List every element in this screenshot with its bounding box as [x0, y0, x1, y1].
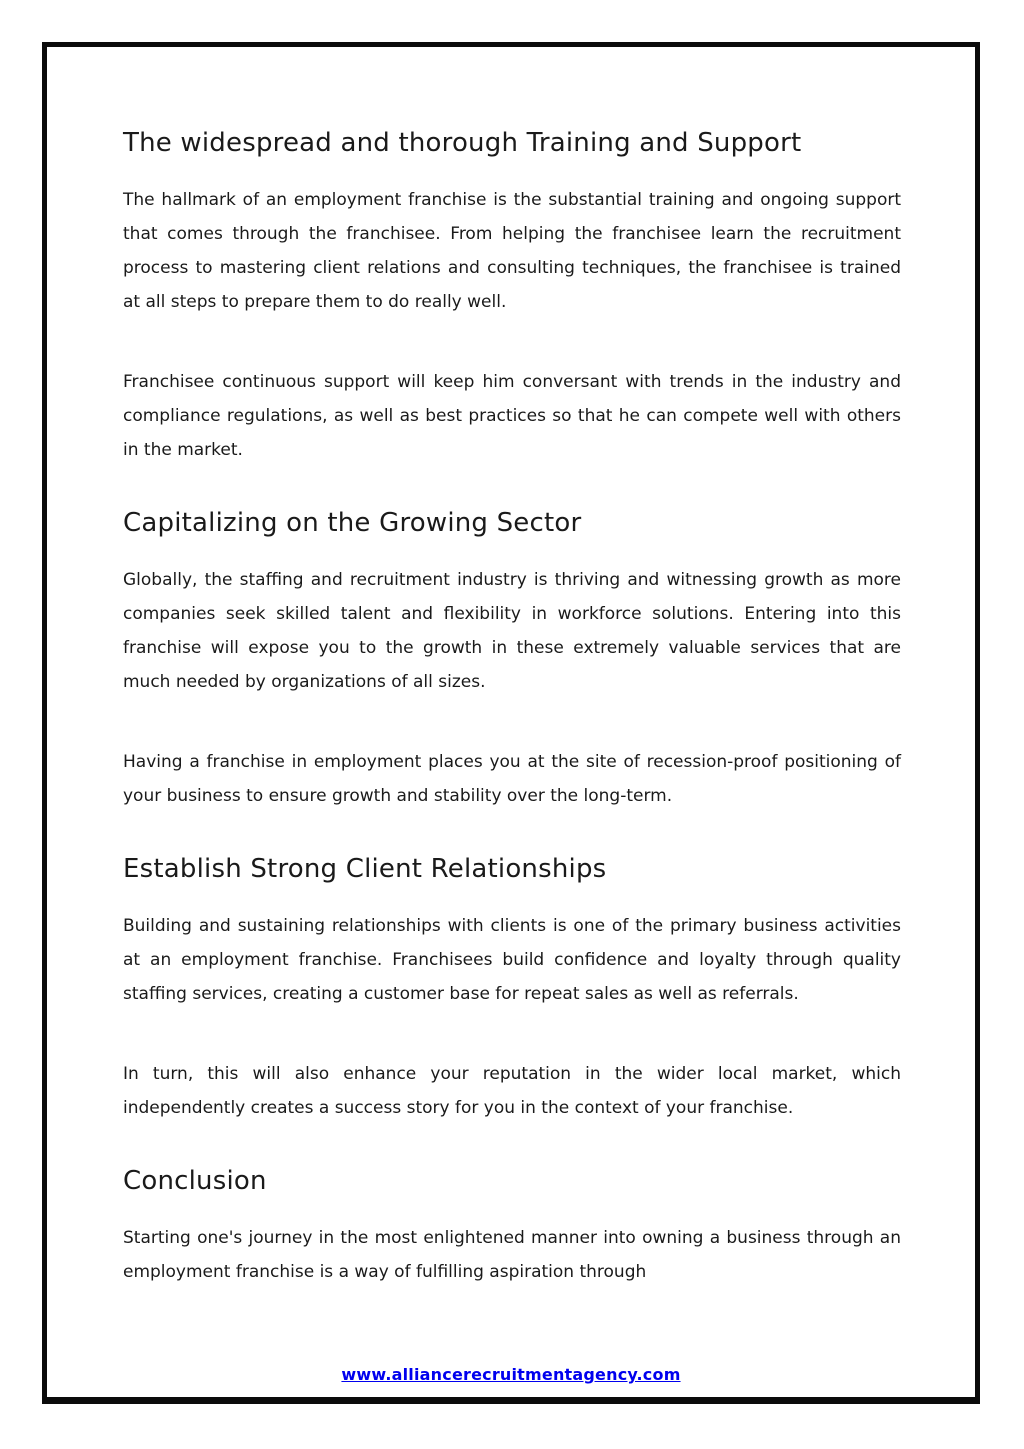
footer-website-link[interactable]: www.alliancerecruitmentagency.com	[341, 1365, 681, 1384]
section-heading: Establish Strong Client Relationships	[123, 854, 607, 884]
page-content	[47, 47, 975, 1289]
paragraph: In turn, this will also enhance your reputation in the wider local market, which independently creates a success story for you in the context of your franchise.	[123, 1064, 901, 1118]
paragraph: Having a franchise in employment places you at the site of recession-proof positioning of your business to ensure growth and stability over the long-term.	[123, 752, 901, 806]
paragraph: Building and sustaining relationships with clients is one of the primary business activities at an employment franchise. Franchisees build confidence and loyalty through quality staffing services, creating a customer base for repeat sales as well as referrals.	[123, 916, 901, 1004]
paragraph: Globally, the staffing and recruitment industry is thriving and witnessing growth as more companies seek skilled talent and flexibility in workforce solutions. Entering into this franchise will expose you to the growth in these extremely valuable services that are much needed by organizations of all sizes.	[123, 570, 901, 692]
paragraph: Starting one's journey in the most enlightened manner into owning a business through an employment franchise is a way of fulfilling aspiration through	[123, 1228, 901, 1282]
paragraph: Franchisee continuous support will keep him conversant with trends in the industry and compliance regulations, as well as best practices so that he can compete well with others in the market.	[123, 372, 901, 460]
section-heading: The widespread and thorough Training and Support	[123, 128, 802, 158]
section-heading: Conclusion	[123, 1166, 267, 1196]
paragraph: The hallmark of an employment franchise is the substantial training and ongoing support that comes through the franchisee. From helping the franchisee learn the recruitment process to mastering client relations and consulting techniques, the franchisee is trained at all steps to prepare them to do really well.	[123, 190, 901, 312]
page-border-frame	[42, 42, 980, 1404]
section-heading: Capitalizing on the Growing Sector	[123, 508, 582, 538]
page-footer	[47, 1365, 975, 1384]
